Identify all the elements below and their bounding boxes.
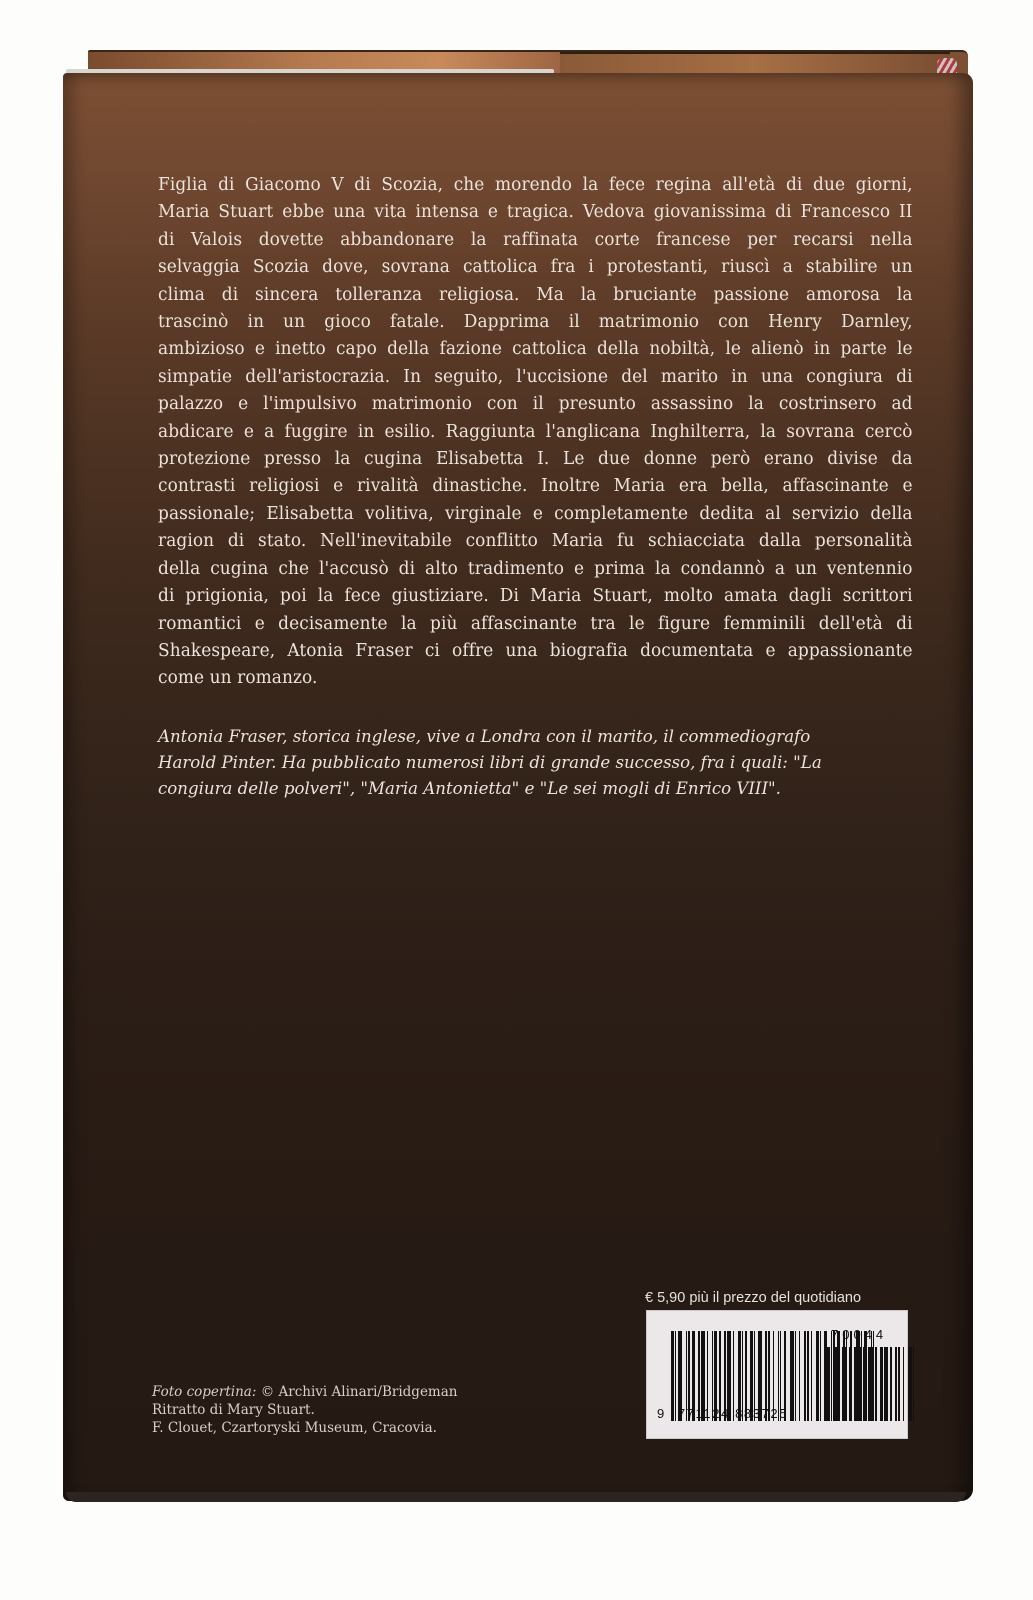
barcode-bar bbox=[816, 1331, 819, 1421]
barcode-bar bbox=[820, 1331, 821, 1421]
barcode-bar bbox=[903, 1347, 904, 1421]
barcode-bar bbox=[790, 1331, 794, 1421]
credit-line-3: F. Clouet, Czartoryski Museum, Cracovia. bbox=[152, 1420, 437, 1436]
barcode-bar bbox=[884, 1347, 888, 1421]
barcode-bar bbox=[898, 1347, 901, 1421]
addon-number: 70044 bbox=[831, 1327, 888, 1342]
blurb-line: Shakespeare, Atonia Fraser ci offre una biografia documentata e appassionante bbox=[158, 640, 913, 661]
blurb-line: di prigionia, poi la fece giustiziare. Di Maria Stuart, molto amata dagli scrittori bbox=[158, 586, 913, 607]
blurb-line: ambizioso e inetto capo della fazione cattolica della nobiltà, le alienò in parte le bbox=[158, 339, 913, 360]
barcode-bar bbox=[799, 1331, 800, 1421]
blurb-line: simpatie dell'aristocrazia. In seguito, l'uccisione del marito in una congiura di bbox=[158, 366, 913, 387]
barcode-bar bbox=[863, 1347, 864, 1421]
barcode-bar bbox=[872, 1347, 873, 1421]
blurb-line: abdicare e a fuggire in esilio. Raggiunta l'anglicana Inghilterra, la sovrana cercò bbox=[158, 421, 913, 442]
blurb-line: della cugina che l'accusò di alto tradimento e prima la condannò a un ventennio bbox=[158, 558, 913, 579]
barcode-bar bbox=[868, 1347, 871, 1421]
blurb-line: romantici e decisamente la più affascinante tra le figure femminili dell'età di bbox=[158, 613, 913, 634]
barcode-bar bbox=[842, 1347, 843, 1421]
blurb-line: ragion di stato. Nell'inevitabile conflitto Maria fu schiacciata dalla personalità bbox=[158, 531, 913, 552]
barcode-bar bbox=[890, 1347, 891, 1421]
author-bio bbox=[158, 724, 928, 802]
photo-credits bbox=[152, 1383, 532, 1437]
credit-label: Foto copertina: bbox=[152, 1384, 257, 1400]
barcode-bar bbox=[854, 1347, 855, 1421]
barcode-bar bbox=[834, 1347, 838, 1421]
blurb-line: clima di sincera tolleranza religiosa. Ma la bruciante passione amorosa la bbox=[158, 284, 913, 305]
book-bottom-edge bbox=[66, 1492, 966, 1502]
striped-endband bbox=[937, 58, 957, 74]
ean-first-digit: 9 bbox=[657, 1406, 666, 1421]
ean-digits: 771124 883725 bbox=[677, 1406, 789, 1421]
barcode-bar bbox=[908, 1347, 912, 1421]
blurb-line: passionale; Elisabetta volitiva, virginale e completamente dedita al servizio della bbox=[158, 503, 913, 524]
bio-line: Harold Pinter. Ha pubblicato numerosi libri di grande successo, fra i quali: "La bbox=[158, 753, 822, 772]
barcode-label bbox=[646, 1310, 908, 1439]
credit-source: © Archivi Alinari/Bridgeman bbox=[260, 1384, 458, 1400]
blurb-line: contrasti religiosi e rivalità dinastiche. Inoltre Maria era bella, affascinante e bbox=[158, 476, 913, 497]
bio-line: congiura delle polveri", "Maria Antonietta" e "Le sei mogli di Enrico VIII". bbox=[158, 779, 781, 798]
barcode-bar bbox=[875, 1347, 876, 1421]
barcode-bar bbox=[795, 1331, 796, 1421]
cover-blurb bbox=[158, 172, 913, 693]
barcode-bar bbox=[807, 1331, 808, 1421]
barcode-bar bbox=[849, 1347, 850, 1421]
barcode-bar bbox=[857, 1347, 861, 1421]
barcode-bar bbox=[827, 1347, 830, 1421]
barcode-bar bbox=[844, 1347, 847, 1421]
barcode-bar bbox=[913, 1347, 914, 1421]
blurb-line: protezione presso la cugina Elisabetta I. Le due donne però erano divise da bbox=[158, 449, 913, 470]
blurb-line: palazzo e l'impulsivo matrimonio con il presunto assassino la costrinsero ad bbox=[158, 394, 913, 415]
barcode-bar bbox=[880, 1347, 883, 1421]
blurb-line: Maria Stuart ebbe una vita intensa e tragica. Vedova giovanissima di Francesco II bbox=[158, 202, 913, 223]
addon-barcode bbox=[827, 1347, 916, 1421]
credit-line-2: Ritratto di Mary Stuart. bbox=[152, 1402, 315, 1418]
barcode-bar bbox=[804, 1331, 807, 1421]
barcode-bar bbox=[831, 1347, 832, 1421]
blurb-line: come un romanzo. bbox=[158, 668, 318, 689]
blurb-line: di Valois dovette abbandonare la raffinata corte francese per recarsi nella bbox=[158, 229, 913, 250]
blurb-line: selvaggia Scozia dove, sovrana cattolica fra i protestanti, riuscì a stabilire un bbox=[158, 257, 913, 278]
blurb-line: trascinò in un gioco fatale. Dapprima il matrimonio con Henry Darnley, bbox=[158, 312, 913, 333]
barcode-bar bbox=[895, 1347, 896, 1421]
blurb-line: Figlia di Giacomo V di Scozia, che morendo la fece regina all'età di due giorni, bbox=[158, 175, 913, 195]
bio-line: Antonia Fraser, storica inglese, vive a Londra con il marito, il commediografo bbox=[158, 727, 811, 746]
price-text: € 5,90 più il prezzo del quotidiano bbox=[645, 1290, 862, 1306]
ean-number bbox=[657, 1406, 788, 1421]
credit-line-1 bbox=[152, 1383, 532, 1401]
barcode-bar bbox=[811, 1331, 812, 1421]
